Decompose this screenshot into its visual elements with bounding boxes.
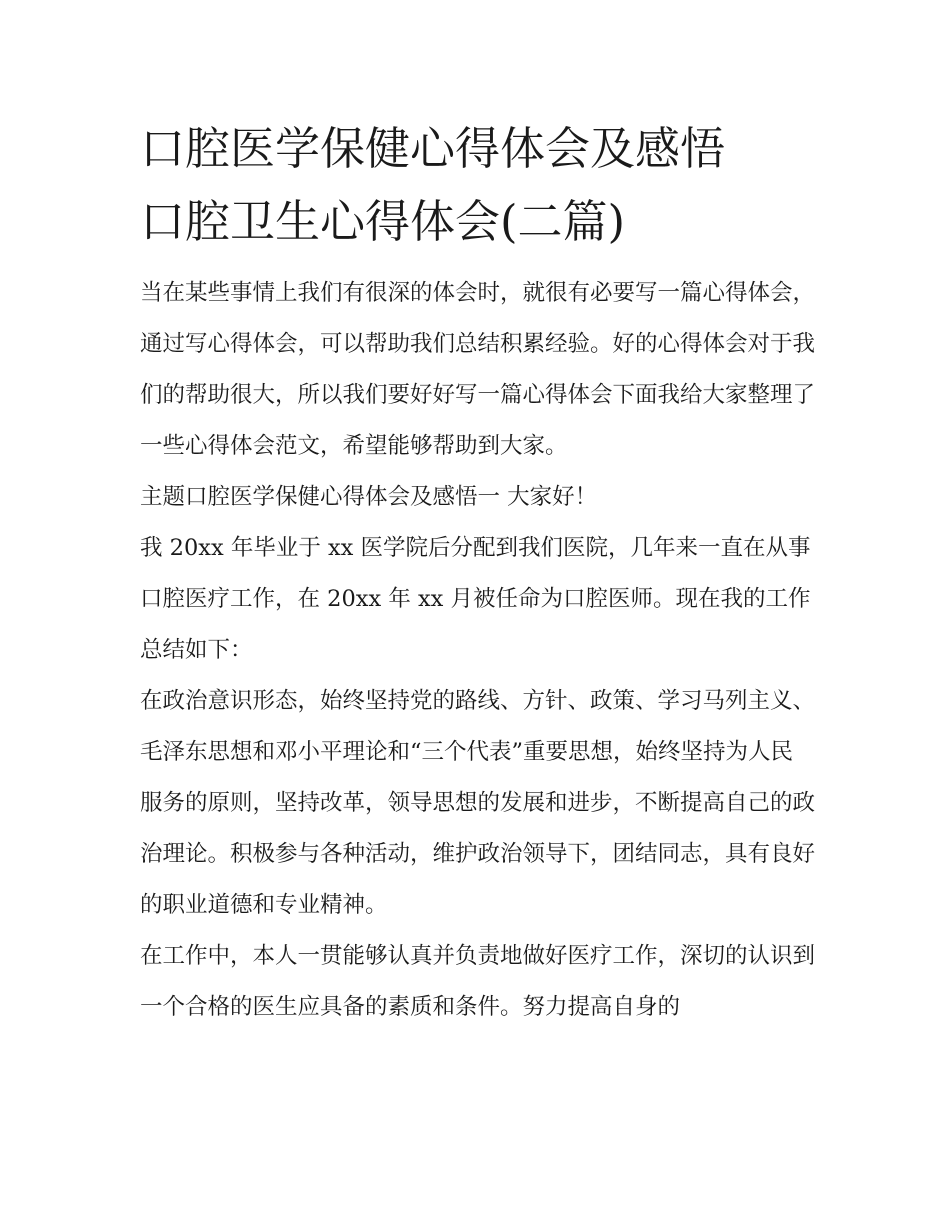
title-line-1: 口腔医学保健心得体会及感悟 bbox=[140, 122, 726, 175]
title-line-2: 口腔卫生心得体会(二篇) bbox=[140, 195, 626, 248]
intro-paragraph: 当在某些事情上我们有很深的体会时，就很有必要写一篇心得体会，通过写心得体会，可以帮助我们总结积累经验。好的心得体会对于我们的帮助很大，所以我们要好好写一篇心得体会下面我给大家整理了一些心得体会范文，希望能够帮助到大家。 bbox=[140, 280, 816, 459]
body-paragraph-2: 在政治意识形态，始终坚持党的路线、方针、政策、学习马列主义、毛泽东思想和邓小平理论和“三个代表”重要思想，始终坚持为人民服务的原则，坚持改革，领导思想的发展和进步，不断提高自己的政治理论。积极参与各种活动，维护政治领导下，团结同志，具有良好的职业道德和专业精神。 bbox=[140, 688, 816, 918]
body-paragraph-1: 我 20xx 年毕业于 xx 医学院后分配到我们医院，几年来一直在从事口腔医疗工作，在 20xx 年 xx 月被任命为口腔医师。现在我的工作总结如下： bbox=[140, 535, 811, 663]
document-page bbox=[140, 112, 815, 1033]
body-paragraph-3: 在工作中，本人一贯能够认真并负责地做好医疗工作，深切的认识到一个合格的医生应具备的素质和条件。努力提高自身的 bbox=[140, 943, 816, 1020]
document-title bbox=[140, 112, 815, 258]
section-heading-paragraph: 主题口腔医学保健心得体会及感悟一 大家好！ bbox=[140, 484, 598, 510]
document-body bbox=[140, 268, 815, 1033]
